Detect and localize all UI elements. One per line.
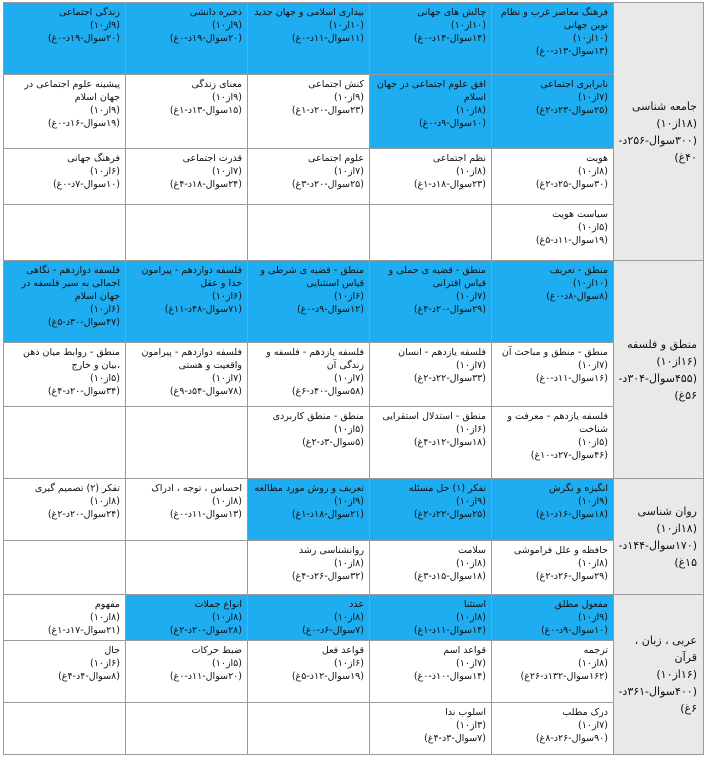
topic-title: پیشینه علوم اجتماعی در جهان اسلام [24, 79, 120, 103]
topic-stats: (۲۹سوال-۲۶د-۲غ) [535, 571, 608, 582]
table-row [4, 205, 704, 261]
topic-stats: (۱۹سوال-۱۲د-۵غ) [291, 671, 364, 682]
topic-cell [126, 641, 248, 703]
topic-title: قواعد فعل [321, 645, 364, 656]
topic-score: (۶از۱۰) [90, 166, 120, 177]
topic-stats: (۱۵سوال-۱۳د-۱غ) [169, 105, 242, 116]
topic-score: (۷از۱۰) [334, 373, 364, 384]
topic-cell [4, 261, 126, 343]
topic-cell [248, 261, 370, 343]
topic-cell [126, 3, 248, 75]
topic-score: (۹از۱۰) [578, 496, 608, 507]
topic-title: فلسفه یازدهم - انسان [398, 347, 486, 358]
topic-title: درک مطلب [562, 707, 608, 718]
topic-score: (۸از۱۰) [90, 496, 120, 507]
topic-title: تعریف و روش مورد مطالعه [254, 483, 364, 494]
topic-title: حافظه و علل فراموشی [513, 545, 608, 556]
topic-stats: (۱۰سوال-۹د-۰غ) [540, 625, 608, 636]
section-title: عربی ، زبان ، قرآن [634, 634, 697, 664]
topic-title: قواعد اسم [443, 645, 486, 656]
topic-title: ضبط حرکات [191, 645, 242, 656]
topic-stats: (۱۸سوال-۱۲د-۴غ) [413, 437, 486, 448]
topic-score: (۵از۱۰) [212, 658, 242, 669]
topic-title: افق علوم اجتماعی در جهان اسلام [376, 79, 486, 103]
section-header [614, 261, 704, 479]
topic-stats: (۳۰سوال-۲۵د-۲غ) [535, 179, 608, 190]
topic-cell [4, 479, 126, 541]
topic-cell [126, 75, 248, 149]
table-row [4, 595, 704, 641]
topic-title: قدرت اجتماعی [182, 153, 242, 164]
section-title: روان شناسی (۱۸از۱۰) [637, 504, 697, 535]
topic-title: ذخیره دانشی [189, 7, 242, 18]
topic-stats: (۴۶سوال-۲۷د-۱۰غ) [530, 450, 608, 461]
topic-score: (۸از۱۰) [456, 105, 486, 116]
topic-title: فلسفه یازدهم - معرفت و شناخت [507, 411, 608, 435]
topic-score: (۳از۱۰) [456, 720, 486, 731]
table-row [4, 641, 704, 703]
topic-cell [248, 541, 370, 595]
topic-title: منطق - قضیه ی شرطی و قیاس استثنایی [260, 265, 364, 289]
topic-title: فلسفه دوازدهم - پیرامون خدا و عقل [141, 265, 242, 289]
topic-score: (۷از۱۰) [578, 720, 608, 731]
topic-cell [492, 343, 614, 407]
topic-score: (۸از۱۰) [578, 166, 608, 177]
topic-stats: (۱۳سوال-۱۳د-۰غ) [535, 46, 608, 57]
topic-score: (۶از۱۰) [90, 658, 120, 669]
topic-cell [492, 205, 614, 261]
section-tail2: ۶غ) [680, 702, 697, 715]
empty-cell [248, 205, 370, 261]
topic-stats: (۴۷سوال-۳۰د-۵غ) [47, 317, 120, 328]
topic-title: علوم اجتماعی [308, 153, 364, 164]
topic-title: فلسفه دوازدهم - پیرامون واقعیت و هستی [141, 347, 242, 371]
topic-title: نظم اجتماعی [432, 153, 486, 164]
topic-stats: (۳۳سوال-۲۲د-۲غ) [413, 373, 486, 384]
topic-title: کنش اجتماعی [308, 79, 364, 90]
topic-title: عدد [349, 599, 364, 610]
topic-score: (۹از۱۰) [334, 92, 364, 103]
topic-cell [4, 3, 126, 75]
topic-stats: (۲۳سوال-۱۸د-۱غ) [413, 179, 486, 190]
topic-title: معنای زندگی [191, 79, 242, 90]
topic-cell [492, 149, 614, 205]
section-tail: (۴۰۰سوال-۳۶۱د- [618, 685, 697, 698]
topic-stats: (۷۸سوال-۵۴د-۹غ) [169, 386, 242, 397]
topic-score: (۹از۱۰) [212, 20, 242, 31]
empty-cell [126, 205, 248, 261]
topic-score: (۷از۱۰) [456, 658, 486, 669]
topic-score: (۵از۱۰) [578, 222, 608, 233]
topic-score: (۹از۱۰) [578, 612, 608, 623]
topic-cell [248, 479, 370, 541]
section-stats: (۴۵۵سوال-۳۰۴د- [618, 371, 697, 385]
topic-title: ترجمه [583, 645, 608, 656]
topic-title: احساس ، توجه ، ادراک [151, 483, 242, 494]
topic-stats: (۳۴سوال-۲۰د-۴غ) [47, 386, 120, 397]
topic-score: (۷از۱۰) [212, 166, 242, 177]
topic-score: (۱۰از۱۰) [572, 278, 608, 289]
section-header [614, 479, 704, 595]
topic-score: (۸از۱۰) [456, 166, 486, 177]
topic-cell [126, 479, 248, 541]
topic-title: منطق - قضیه ی حملی و قیاس اقترانی [388, 265, 486, 289]
topic-score: (۵از۱۰) [578, 437, 608, 448]
topic-stats: (۱۰سوال-۷د-۰غ) [52, 179, 120, 190]
topic-cell [126, 595, 248, 641]
empty-cell [126, 541, 248, 595]
topic-score: (۹از۱۰) [334, 496, 364, 507]
topic-title: روانشناسی رشد [298, 545, 364, 556]
topic-score: (۵از۱۰) [334, 424, 364, 435]
topic-score: (۸از۱۰) [90, 612, 120, 623]
topic-cell [492, 3, 614, 75]
topic-score: (۷از۱۰) [334, 166, 364, 177]
topic-title: فرهنگ معاصر غرب و تظام نوین جهانی [500, 7, 608, 31]
topic-score: (۹از۱۰) [90, 105, 120, 116]
section-title: منطق و فلسفه (۱۶از۱۰) [627, 337, 697, 368]
topic-title: بیداری اسلامی و جهان جدید [254, 7, 364, 18]
topic-title: منطق - منطق و مباحث آن [501, 347, 608, 358]
topic-score: (۶از۱۰) [90, 304, 120, 315]
topic-title: انگیزه و نگرش [549, 483, 608, 494]
topic-title: سیاست هویت [552, 209, 608, 220]
topic-cell [492, 703, 614, 755]
section-title: جامعه شناسی (۱۸از۱۰) [631, 99, 697, 130]
topic-score: (۹از۱۰) [456, 496, 486, 507]
table-row [4, 479, 704, 541]
topic-score: (۶از۱۰) [456, 424, 486, 435]
table-row [4, 75, 704, 149]
topic-stats: (۱۶سوال-۱۱د-۰غ) [535, 373, 608, 384]
topic-stats: (۲۸سوال-۲۰د-۲غ) [169, 625, 242, 636]
topic-title: سلامت [457, 545, 486, 556]
topic-title: چالش های جهانی [417, 7, 486, 18]
empty-cell [4, 703, 126, 755]
topic-cell [4, 343, 126, 407]
table-row [4, 261, 704, 343]
topic-score: (۹از۱۰) [212, 92, 242, 103]
topic-stats: (۲۰سوال-۱۹د-۰غ) [169, 33, 242, 44]
topic-cell [492, 261, 614, 343]
topic-stats: (۲۴سوال-۲۰د-۲غ) [47, 509, 120, 520]
topic-cell [492, 541, 614, 595]
topic-score: (۶از۱۰) [212, 291, 242, 302]
topic-score: (۷از۱۰) [456, 291, 486, 302]
topic-title: مفهوم [94, 599, 120, 610]
topic-cell [248, 343, 370, 407]
topic-title: اسلوب ندا [445, 707, 486, 718]
topic-stats: (۲۵سوال-۲۰د-۳غ) [291, 179, 364, 190]
section-tail: ۴۰غ) [674, 150, 697, 164]
topic-stats: (۱۸سوال-۱۵د-۳غ) [413, 571, 486, 582]
section-tail: ۱۵غ) [674, 555, 697, 569]
topic-cell [248, 3, 370, 75]
topic-title: فلسفه یازدهم - فلسفه و زندگی آن [266, 347, 364, 371]
empty-cell [4, 541, 126, 595]
topic-title: منطق - روابط میان ذهن ،بیان و خارج [23, 347, 120, 371]
topic-cell [4, 75, 126, 149]
topic-stats: (۲۵سوال-۲۲د-۲غ) [413, 509, 486, 520]
topic-title: زندگی اجتماعی [58, 7, 120, 18]
topic-cell [370, 407, 492, 479]
topic-stats: (۲۵سوال-۲۳د-۲غ) [535, 105, 608, 116]
topic-title: مفعول مطلق [554, 599, 608, 610]
topic-stats: (۲۰سوال-۱۹د-۰غ) [47, 33, 120, 44]
topic-title: منطق - منطق کاربردی [272, 411, 364, 422]
topic-stats: (۱۱سوال-۱۱د-۰غ) [291, 33, 364, 44]
topic-stats: (۱۹سوال-۱۶د-۰غ) [47, 118, 120, 129]
topic-cell [248, 75, 370, 149]
topic-score: (۸از۱۰) [212, 496, 242, 507]
topic-cell [126, 149, 248, 205]
topic-stats: (۲۱سوال-۱۷د-۱غ) [47, 625, 120, 636]
topic-score: (۶از۱۰) [334, 658, 364, 669]
topic-cell [4, 641, 126, 703]
topic-cell [492, 407, 614, 479]
topic-cell [370, 149, 492, 205]
topic-score: (۷از۱۰) [212, 373, 242, 384]
topic-stats: (۷سوال-۳د-۴غ) [424, 733, 486, 744]
topic-stats: (۲۴سوال-۱۸د-۴غ) [169, 179, 242, 190]
topic-title: هویت [586, 153, 608, 164]
topic-stats: (۱۹سوال-۱۱د-۵غ) [535, 235, 608, 246]
topic-stats: (۱۲سوال-۹د-۰غ) [296, 304, 364, 315]
topic-score: (۱۰از۱۰) [328, 20, 364, 31]
topic-stats: (۸سوال-۸د-۰غ) [546, 291, 608, 302]
empty-cell [248, 703, 370, 755]
topic-cell [370, 75, 492, 149]
topic-cell [4, 149, 126, 205]
section-header [614, 595, 704, 755]
topic-stats: (۱۰سوال-۹د-۰غ) [418, 118, 486, 129]
topic-cell [248, 149, 370, 205]
topic-stats: (۸سوال-۴د-۴غ) [58, 671, 120, 682]
topic-cell [248, 595, 370, 641]
topic-cell [126, 343, 248, 407]
topic-score: (۱۰از۱۰) [572, 33, 608, 44]
empty-cell [4, 205, 126, 261]
topic-score: (۸از۱۰) [334, 612, 364, 623]
topic-stats: (۲۱سوال-۱۸د-۱غ) [291, 509, 364, 520]
topic-cell [492, 595, 614, 641]
section-tail: ۵۶غ) [674, 388, 697, 402]
section-stats: (۱۶از۱۰) [656, 668, 697, 681]
topic-score: (۸از۱۰) [578, 658, 608, 669]
topic-cell [370, 261, 492, 343]
topic-cell [248, 407, 370, 479]
topic-cell [370, 641, 492, 703]
topic-stats: (۵سوال-۳د-۲غ) [302, 437, 364, 448]
topic-stats: (۲۳سوال-۲۰د-۱غ) [291, 105, 364, 116]
topic-stats: (۱۸سوال-۱۶د-۱غ) [535, 509, 608, 520]
topic-score: (۷از۱۰) [456, 360, 486, 371]
empty-cell [126, 407, 248, 479]
topic-stats: (۹۰سوال-۲۶د-۸غ) [535, 733, 608, 744]
topic-score: (۶از۱۰) [334, 291, 364, 302]
topic-cell [492, 641, 614, 703]
topic-title: منطق - تعریف [549, 265, 608, 276]
topic-score: (۸از۱۰) [456, 612, 486, 623]
topic-score: (۸از۱۰) [456, 558, 486, 569]
topic-cell [370, 541, 492, 595]
topic-stats: (۲۹سوال-۲۰د-۴غ) [413, 304, 486, 315]
topic-cell [492, 75, 614, 149]
topic-cell [370, 595, 492, 641]
topic-title: نابرابری اجتماعی [540, 79, 608, 90]
topic-score: (۱۰از۱۰) [450, 20, 486, 31]
topic-stats: (۷۱سوال-۴۸د-۱۱غ) [164, 304, 242, 315]
topic-title: تفکر (۲) تصمیم گیری [34, 483, 120, 494]
empty-cell [370, 205, 492, 261]
topic-cell [4, 595, 126, 641]
section-header [614, 3, 704, 261]
table-row [4, 3, 704, 75]
topic-score: (۸از۱۰) [334, 558, 364, 569]
topic-stats: (۲۰سوال-۱۱د-۰غ) [169, 671, 242, 682]
topic-stats: (۱۴سوال-۱۴د-۰غ) [413, 33, 486, 44]
topic-stats: (۵۸سوال-۴۰د-۶غ) [291, 386, 364, 397]
topic-cell [370, 343, 492, 407]
topic-title: حال [104, 645, 120, 656]
topic-title: فلسفه دوازدهم - نگاهی اجمالی به سیر فلسفه در جهان اسلام [21, 265, 120, 302]
topic-cell [370, 479, 492, 541]
section-stats: (۳۰۰سوال-۲۵۶د- [618, 133, 697, 147]
table-row [4, 407, 704, 479]
topic-title: انواع جملات [194, 599, 242, 610]
topic-stats: (۳۲سوال-۲۶د-۴غ) [291, 571, 364, 582]
topic-cell [370, 3, 492, 75]
table-row [4, 541, 704, 595]
topic-performance-table [3, 2, 704, 755]
topic-score: (۸از۱۰) [212, 612, 242, 623]
topic-cell [126, 261, 248, 343]
topic-stats: (۱۶۲سوال-۱۳۲د-۲۶غ) [520, 671, 608, 682]
topic-title: منطق - استدلال استقرایی [382, 411, 486, 422]
topic-score: (۹از۱۰) [90, 20, 120, 31]
empty-cell [4, 407, 126, 479]
topic-stats: (۱۴سوال-۱۰د-۰غ) [413, 671, 486, 682]
topic-cell [248, 641, 370, 703]
topic-title: تفکر (۱) حل مسئله [408, 483, 486, 494]
topic-score: (۸از۱۰) [578, 558, 608, 569]
topic-cell [370, 703, 492, 755]
topic-score: (۷از۱۰) [578, 92, 608, 103]
topic-stats: (۷سوال-۶د-۰غ) [302, 625, 364, 636]
section-stats: (۱۷۰سوال-۱۴۴د- [618, 538, 697, 552]
topic-score: (۷از۱۰) [578, 360, 608, 371]
empty-cell [126, 703, 248, 755]
topic-title: فرهنگ جهانی [67, 153, 120, 164]
topic-score: (۵از۱۰) [90, 373, 120, 384]
topic-stats: (۱۳سوال-۱۱د-۰غ) [169, 509, 242, 520]
topic-cell [492, 479, 614, 541]
table-row [4, 149, 704, 205]
table-row [4, 703, 704, 755]
topic-title: استثنا [463, 599, 486, 610]
table-row [4, 343, 704, 407]
topic-stats: (۱۴سوال-۱۱د-۱غ) [413, 625, 486, 636]
